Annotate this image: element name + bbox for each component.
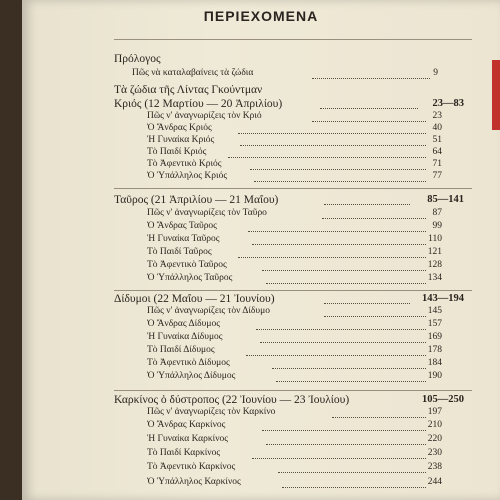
toc-label: Τὸ Ἀφεντικὸ Ταῦρος — [147, 260, 227, 270]
toc-label: Ὁ Ἄνδρας Ταῦρος — [147, 221, 217, 231]
toc-page: 244 — [427, 477, 442, 487]
divider — [114, 290, 472, 291]
leader-dots — [266, 283, 426, 284]
leader-dots — [262, 430, 426, 431]
toc-label: Τὸ Παιδί Ταῦρος — [147, 247, 212, 257]
toc-entry[interactable] — [22, 260, 472, 274]
toc-label: Τὸ Παιδί Δίδυμος — [147, 345, 215, 355]
toc-label: Πῶς ν' ἀναγνωρίζεις τὸν Καρκίνο — [147, 407, 276, 417]
toc-label: Καρκίνος ὁ δύστροπος (22 Ἰουνίου — 23 Ἰουλίου) — [114, 394, 350, 406]
leader-dots — [272, 368, 426, 369]
page-title: ΠΕΡΙΕΧΟΜΕΝΑ — [203, 8, 319, 24]
leader-dots — [252, 244, 426, 245]
toc-label: Πῶς ν' ἀναγνωρίζεις τὸν Κριό — [147, 111, 262, 121]
toc-entry[interactable] — [22, 462, 472, 476]
toc-label: Πῶς ν' ἀναγνωρίζεις τὸν Δίδυμο — [147, 306, 270, 316]
toc-page: 190 — [427, 371, 442, 381]
toc-page: 184 — [427, 358, 442, 368]
toc-page: 51 — [432, 135, 442, 145]
toc-entry[interactable] — [22, 273, 472, 287]
toc-section-taurus[interactable] — [22, 194, 472, 208]
leader-dots — [260, 342, 426, 343]
toc-entry[interactable] — [22, 477, 472, 491]
toc-label: Τὸ Παιδί Κριός — [147, 147, 207, 157]
toc-entry-prologue[interactable] — [22, 53, 472, 67]
toc-page: 145 — [427, 306, 442, 316]
toc-label: Ταῦρος (21 Ἀπριλίου — 21 Μαΐου) — [114, 194, 279, 206]
toc-page: 85—141 — [427, 194, 464, 205]
toc-section-aries[interactable] — [22, 98, 472, 112]
toc-page: 238 — [427, 462, 442, 472]
toc-page: 64 — [432, 147, 442, 157]
toc-entry[interactable] — [22, 68, 472, 82]
toc-page: 178 — [427, 345, 442, 355]
leader-dots — [278, 472, 426, 473]
leader-dots — [256, 329, 426, 330]
toc-page: 71 — [432, 159, 442, 169]
toc-entry[interactable] — [22, 420, 472, 434]
toc-label: Τὸ Παιδί Καρκίνος — [147, 448, 221, 458]
toc-page: 105—250 — [422, 394, 464, 405]
toc-label: Πῶς νὰ καταλαβαίνεις τὰ ζώδια — [132, 68, 254, 78]
leader-dots — [238, 257, 426, 258]
toc-page: 230 — [427, 448, 442, 458]
toc-entry[interactable] — [22, 371, 472, 385]
toc-label: Ὁ Ἄνδρας Δίδυμος — [147, 319, 220, 329]
toc-label: Ὁ Ἄνδρας Κριός — [147, 123, 212, 133]
toc-entry[interactable] — [22, 306, 472, 320]
toc-page: 23—83 — [432, 98, 464, 109]
leader-dots — [228, 157, 426, 158]
toc-page: 77 — [432, 171, 442, 181]
divider — [114, 39, 472, 40]
leader-dots — [250, 169, 426, 170]
toc-entry[interactable] — [22, 221, 472, 235]
toc-entry[interactable] — [22, 345, 472, 359]
toc-page: 40 — [432, 123, 442, 133]
toc-entry[interactable] — [22, 319, 472, 333]
divider — [114, 188, 472, 189]
toc-entry[interactable] — [22, 208, 472, 222]
toc-label: Τὰ ζώδια τῆς Λίντας Γκούντμαν — [114, 84, 263, 96]
toc-page: 99 — [432, 221, 442, 231]
toc-label: Ἡ Γυναίκα Ταῦρος — [147, 234, 220, 244]
toc-page: 157 — [427, 319, 442, 329]
leader-dots — [252, 458, 426, 459]
toc-page: 169 — [427, 332, 442, 342]
toc-entry[interactable] — [22, 234, 472, 248]
toc-entry[interactable] — [22, 434, 472, 448]
toc-entry[interactable] — [22, 332, 472, 346]
toc-entry[interactable] — [22, 247, 472, 261]
leader-dots — [282, 487, 426, 488]
toc-page: 220 — [427, 434, 442, 444]
leader-dots — [332, 417, 426, 418]
toc-page: 121 — [427, 247, 442, 257]
toc-label: Κριός (12 Μαρτίου — 20 Ἀπριλίου) — [114, 98, 283, 110]
toc-label: Τὸ Ἀφεντικὸ Δίδυμος — [147, 358, 230, 368]
toc-label: Πῶς ν' ἀναγνωρίζεις τὸν Ταῦρο — [147, 208, 267, 218]
toc-section-cancer[interactable] — [22, 394, 472, 408]
leader-dots — [240, 145, 426, 146]
toc-label: Τὸ Ἀφεντικὸ Καρκίνος — [147, 462, 236, 472]
toc-page: 87 — [432, 208, 442, 218]
toc-page: 23 — [432, 111, 442, 121]
toc-label: Ἡ Γυναίκα Καρκίνος — [147, 434, 228, 444]
leader-dots — [312, 78, 430, 79]
leader-dots — [324, 303, 410, 304]
leader-dots — [320, 108, 418, 109]
toc-page: 128 — [427, 260, 442, 270]
toc-page: 134 — [427, 273, 442, 283]
leader-dots — [322, 218, 426, 219]
toc-label: Ὁ Ἄνδρας Καρκίνος — [147, 420, 226, 430]
toc-page: 9 — [433, 68, 438, 78]
leader-dots — [246, 355, 426, 356]
leader-dots — [276, 381, 426, 382]
red-book-edge — [492, 60, 500, 130]
toc-entry[interactable] — [22, 407, 472, 421]
toc-label: Ὁ Ὑπάλληλος Δίδυμος — [147, 371, 236, 381]
toc-section-gemini[interactable] — [22, 293, 472, 307]
toc-entry[interactable] — [22, 448, 472, 462]
toc-page: 210 — [427, 420, 442, 430]
toc-page: 143—194 — [422, 293, 464, 304]
book-page — [22, 0, 500, 500]
leader-dots — [324, 204, 410, 205]
leader-dots — [312, 121, 426, 122]
toc-label: Ἡ Γυναίκα Δίδυμος — [147, 332, 223, 342]
leader-dots — [248, 231, 426, 232]
toc-entry[interactable] — [22, 358, 472, 372]
toc-label: Ἡ Γυναίκα Κριός — [147, 135, 215, 145]
toc-label: Τὸ Ἀφεντικὸ Κριός — [147, 159, 222, 169]
leader-dots — [238, 133, 426, 134]
divider — [114, 390, 472, 391]
leader-dots — [254, 181, 426, 182]
toc-entry[interactable] — [22, 171, 472, 185]
toc-label: Ὁ Ὑπάλληλος Καρκίνος — [147, 477, 241, 487]
toc-label: Δίδυμοι (22 Μαΐου — 21 Ἰουνίου) — [114, 293, 275, 305]
toc-label: Πρόλογος — [114, 53, 161, 65]
leader-dots — [262, 270, 426, 271]
leader-dots — [324, 316, 426, 317]
toc-page: 110 — [428, 234, 442, 244]
toc-label: Ὁ Ὑπάλληλος Κριός — [147, 171, 228, 181]
toc-entry-heading[interactable] — [22, 84, 472, 98]
toc-page: 197 — [427, 407, 442, 417]
leader-dots — [266, 444, 426, 445]
toc-label: Ὁ Ὑπάλληλος Ταῦρος — [147, 273, 233, 283]
